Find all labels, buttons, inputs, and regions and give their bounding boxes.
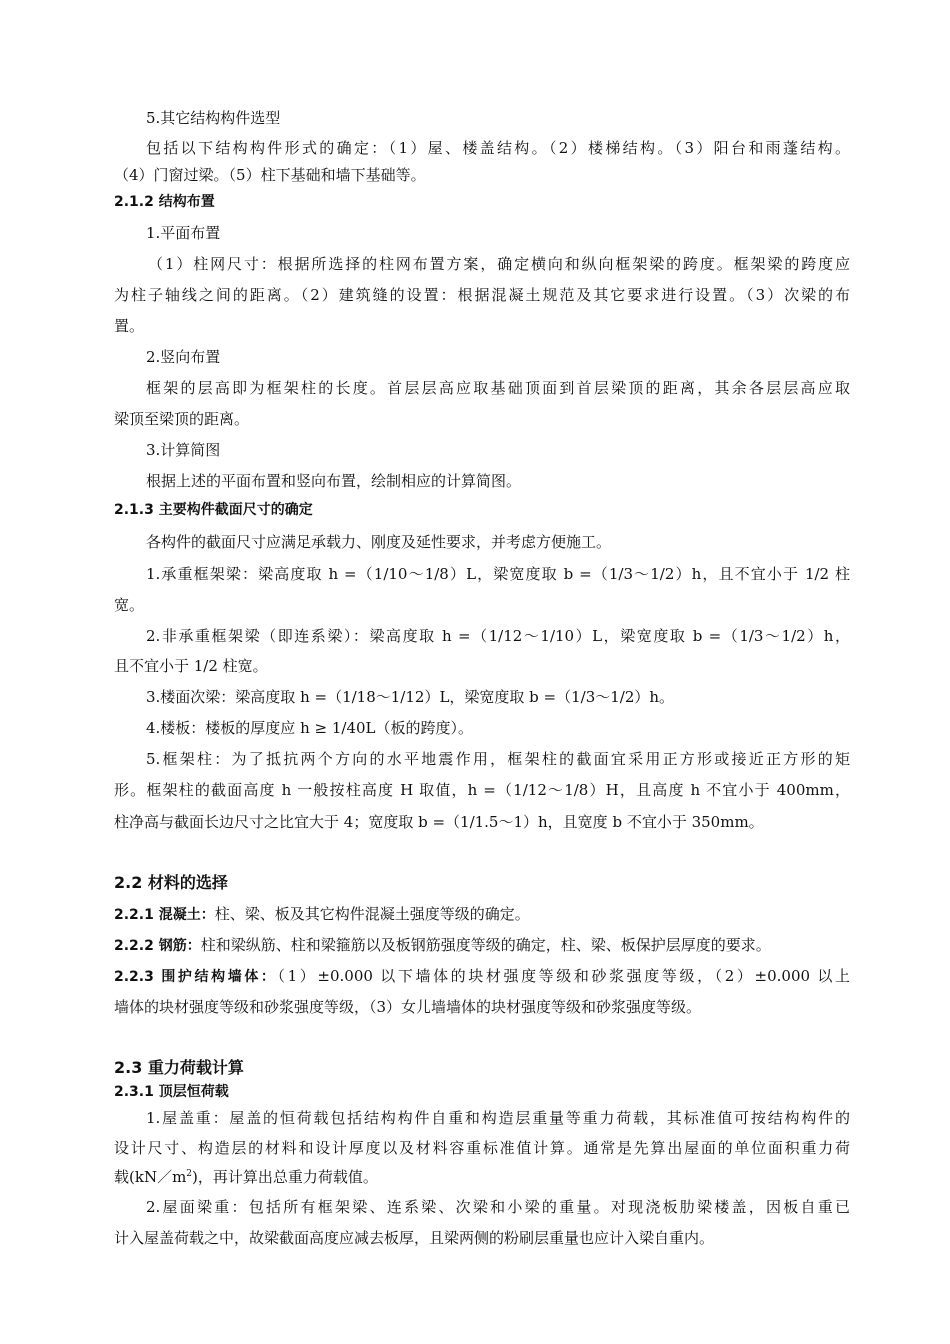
subheading-5: 5.其它结构构件选型: [146, 109, 281, 127]
inline-text: （1）±0.000 以下墙体的块材强度等级和砂浆强度等级，（2）±0.000 以上: [277, 967, 851, 985]
paragraph-line: 梁顶至梁顶的距离。: [114, 410, 250, 428]
paragraph-line: 2.屋面梁重：包括所有框架梁、连系梁、次梁和小梁的重量。对现浇板肋梁楼盖，因板自重已: [146, 1198, 850, 1216]
paragraph-line: 3.楼面次梁：梁高度取 h =（1/18～1/12）L，梁宽度取 b =（1/3～1/2）h。: [146, 688, 675, 706]
inline-text: 柱、梁、板及其它构件混凝土强度等级的确定。: [214, 905, 530, 923]
paragraph-line: 1.屋盖重：屋盖的恒荷载包括结构构件自重和构造层重量等重力荷载，其标准值可按结构构件的: [146, 1109, 850, 1127]
paragraph-line: 柱净高与截面长边尺寸之比宜大于 4；宽度取 b =（1/1.5～1）h，且宽度 b 不宜小于 350mm。: [114, 813, 764, 831]
inline-heading-2-2-3: 2.2.3 围护结构墙体：: [114, 969, 278, 985]
section-heading-2-1-2: 2.1.2 结构布置: [114, 194, 215, 210]
paragraph-line: 1.承重框架梁：梁高度取 h =（1/10～1/8）L，梁宽度取 b =（1/3～1/2）h，且不宜小于 1/2 柱: [146, 565, 850, 583]
inline-heading-2-2-1: 2.2.1 混凝土：: [114, 907, 215, 923]
subheading-1: 1.平面布置: [146, 224, 221, 242]
paragraph-line: 包括以下结构构件形式的确定：（1）屋、楼盖结构。（2）楼梯结构。（3）阳台和雨蓬结构。: [146, 139, 850, 157]
inline-text: 载(kN／m: [114, 1168, 187, 1186]
paragraph-line: [114, 935, 771, 956]
paragraph-line: [114, 1167, 378, 1187]
subheading-3: 3.计算简图: [146, 441, 221, 459]
inline-text: 柱和梁纵筋、柱和梁箍筋以及板钢筋强度等级的确定，柱、梁、板保护层厚度的要求。: [200, 936, 771, 954]
section-heading-2-1-3: 2.1.3 主要构件截面尺寸的确定: [114, 502, 313, 518]
superscript: 2: [186, 1169, 193, 1179]
paragraph-line: 2.非承重框架梁（即连系梁）：梁高度取 h =（1/12～1/10）L，梁宽度取 b =（1/3～1/2）h，: [146, 627, 850, 645]
paragraph-line: 置。: [114, 317, 145, 335]
paragraph-line: （1）柱网尺寸：根据所选择的柱网布置方案，确定横向和纵向框架梁的跨度。框架梁的跨度应: [148, 255, 850, 273]
paragraph-line: 形。框架柱的截面高度 h 一般按柱高度 H 取值，h =（1/12～1/8）H，且高度 h 不宜小于 400mm，: [114, 781, 850, 799]
section-heading-2-3-1: 2.3.1 顶层恒荷载: [114, 1084, 229, 1100]
paragraph-line: 墙体的块材强度等级和砂浆强度等级，（3）女儿墙墙体的块材强度等级和砂浆强度等级。: [114, 998, 702, 1016]
paragraph-line: 宽。: [114, 596, 145, 614]
paragraph-line: 且不宜小于 1/2 柱宽。: [114, 657, 268, 675]
paragraph-line: 为柱子轴线之间的距离。（2）建筑缝的设置：根据混凝土规范及其它要求进行设置。（3）次梁的布: [114, 286, 850, 304]
paragraph-line: [114, 966, 850, 987]
paragraph-line: [114, 904, 530, 925]
paragraph-line: 设计尺寸、构造层的材料和设计厚度以及材料容重标准值计算。通常是先算出屋面的单位面积重力荷: [114, 1139, 850, 1157]
paragraph-line: 框架的层高即为框架柱的长度。首层层高应取基础顶面到首层梁顶的距离，其余各层层高应取: [146, 379, 850, 397]
inline-text: )，再计算出总重力荷载值。: [192, 1168, 378, 1186]
paragraph-line: 5.框架柱：为了抵抗两个方向的水平地震作用，框架柱的截面宜采用正方形或接近正方形的矩: [146, 750, 850, 768]
section-heading-2-2: 2.2 材料的选择: [114, 873, 228, 892]
paragraph-line: （4）门窗过梁。（5）柱下基础和墙下基础等。: [114, 166, 426, 184]
paragraph-line: 各构件的截面尺寸应满足承载力、刚度及延性要求，并考虑方便施工。: [146, 533, 612, 551]
section-heading-2-3: 2.3 重力荷载计算: [114, 1058, 244, 1077]
paragraph-line: 4.楼板：楼板的厚度应 h ≥ 1/40L（板的跨度）。: [146, 719, 473, 737]
paragraph-line: 根据上述的平面布置和竖向布置，绘制相应的计算简图。: [146, 472, 522, 490]
inline-heading-2-2-2: 2.2.2 钢筋：: [114, 938, 201, 954]
subheading-2: 2.竖向布置: [146, 348, 221, 366]
paragraph-line: 计入屋盖荷载之中，故梁截面高度应减去板厚，且梁两侧的粉刷层重量也应计入梁自重内。: [114, 1229, 715, 1247]
